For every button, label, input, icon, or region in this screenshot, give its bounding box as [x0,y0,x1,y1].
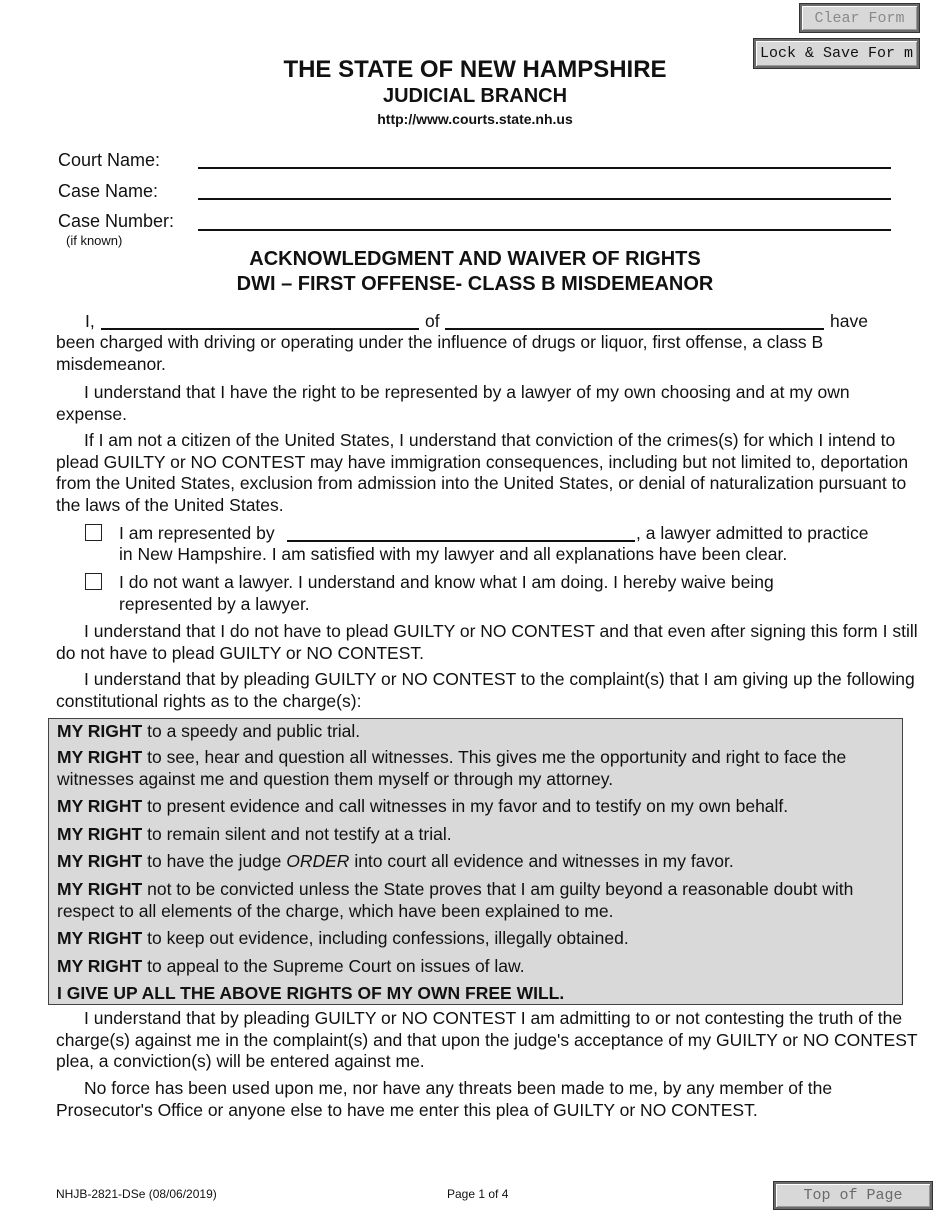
right-witnesses: MY RIGHT to see, hear and question all witnesses. This gives me the opportunity and right to face the witnesses against me and question them myself or through my attorney. [57,747,847,789]
right-remain-silent: MY RIGHT to remain silent and not testify at a trial. [57,824,452,844]
no-lawyer-text: I do not want a lawyer. I understand and know what I am doing. I hereby waive being represented by a lawyer. [119,572,774,614]
court-url: http://www.courts.state.nh.us [377,111,573,127]
intro-have: have [830,311,868,331]
clear-form-button[interactable]: Clear Form [800,4,919,32]
state-title: THE STATE OF NEW HAMPSHIRE [283,56,667,83]
lawyer-right-paragraph: I understand that I have the right to be represented by a lawyer of my own choosing and at my own expense. [56,382,850,424]
right-speedy-trial: MY RIGHT to a speedy and public trial. [57,721,361,741]
defendant-address-field[interactable] [445,328,824,330]
page-number: Page 1 of 4 [447,1187,509,1201]
case-name-field[interactable] [198,198,891,200]
citizen-paragraph: If I am not a citizen of the United States, I understand that conviction of the crimes(s) for which I intend to plead GUILTY or NO CONTEST may have immigration consequences, including but not limited to, deportation from the United States, exclusion from admission into the United States, or denial of naturalization pursuant to the laws of the United States. [56,430,909,515]
right-present-evidence: MY RIGHT to present evidence and call witnesses in my favor and to testify on my own behalf. [57,796,789,816]
admitting-paragraph: I understand that by pleading GUILTY or NO CONTEST I am admitting to or not contesting the truth of the charge(s) against me in the complaint(s) and that upon the judge's acceptance of my GUILTY or NO CONTEST plea, a conviction(s) will be entered against me. [56,1008,918,1071]
no-lawyer-checkbox[interactable] [85,573,102,590]
right-appeal: MY RIGHT to appeal to the Supreme Court on issues of law. [57,956,525,976]
not-plead-paragraph: I understand that I do not have to plead GUILTY or NO CONTEST and that even after signing this form I still do not have to plead GUILTY or NO CONTEST. [56,621,918,663]
no-force-paragraph: No force has been used upon me, nor have any threats been made to me, by any member of the Prosecutor's Office or anyone else to have me enter this plea of GUILTY or NO CONTEST. [56,1078,833,1120]
top-of-page-button[interactable]: Top of Page [774,1182,932,1209]
form-id: NHJB-2821-DSe (08/06/2019) [56,1187,217,1201]
case-name-label: Case Name: [58,181,159,201]
defendant-name-field[interactable] [101,328,419,330]
intro-i: I, [85,311,95,331]
represented-line2-text: in New Hampshire. I am satisfied with my lawyer and all explanations have been clear. [119,544,788,564]
if-known-note: (if known) [66,233,123,248]
court-name-field[interactable] [198,167,891,169]
form-subtitle: DWI – FIRST OFFENSE- CLASS B MISDEMEANOR [236,273,714,295]
lawyer-name-field[interactable] [287,540,635,542]
lock-save-form-button[interactable]: Lock & Save For m [754,39,919,68]
right-keep-out-evidence: MY RIGHT to keep out evidence, including confessions, illegally obtained. [57,928,629,948]
right-reasonable-doubt: MY RIGHT not to be convicted unless the State proves that I am guilty beyond a reasonable doubt with respect to all elements of the charge, which have been explained to me. [57,879,854,921]
represented-checkbox[interactable] [85,524,102,541]
giving-up-paragraph: I understand that by pleading GUILTY or NO CONTEST to the complaint(s) that I am giving up the following constitutional rights as to the charge(s): [56,669,915,711]
give-up-statement: I GIVE UP ALL THE ABOVE RIGHTS OF MY OWN FREE WILL. [57,983,565,1003]
represented-pre-text: I am represented by [119,523,275,543]
form-title: ACKNOWLEDGMENT AND WAIVER OF RIGHTS [249,248,701,270]
case-number-field[interactable] [198,229,891,231]
case-number-label: Case Number: [58,211,175,231]
rights-box [48,718,903,1005]
court-name-label: Court Name: [58,150,161,170]
right-judge-order: MY RIGHT to have the judge ORDER into court all evidence and witnesses in my favor. [57,851,734,871]
represented-post-text: , a lawyer admitted to practice [636,523,869,543]
branch-title: JUDICIAL BRANCH [382,85,568,107]
intro-charge-text: been charged with driving or operating under the influence of drugs or liquor, first offense, a class B misdemeanor. [56,332,824,374]
intro-of: of [425,311,440,331]
